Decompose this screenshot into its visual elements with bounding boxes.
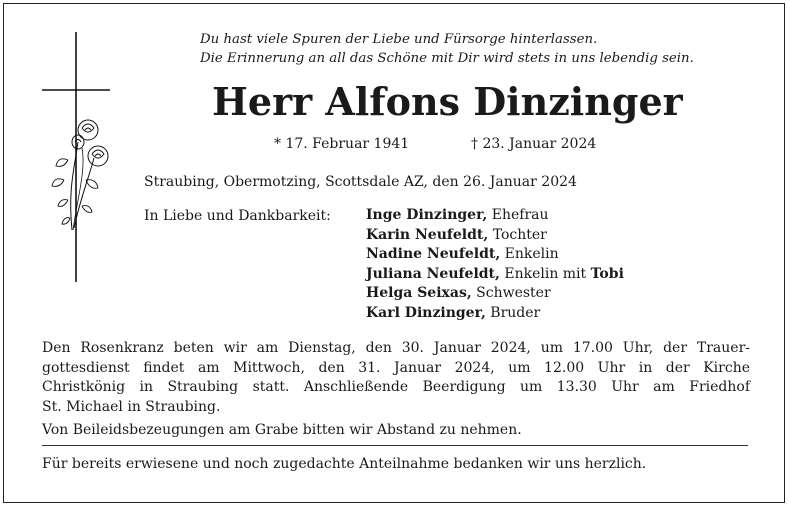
mourner-relation: Schwester [471, 285, 551, 301]
mourner-extra: Tobi [590, 265, 624, 282]
mourner-relation: Bruder [485, 304, 541, 321]
mourner-relation: Enkelin mit [499, 265, 591, 282]
mourner-relation: Enkelin [500, 246, 559, 262]
birth-date: * 17. Februar 1941 [274, 136, 410, 152]
condolence-note: Von Beileidsbezeugungen am Grabe bitten wir Abstand zu nehmen. [42, 422, 522, 438]
mourner-name: Helga Seixas, [366, 285, 472, 301]
service-announcement [42, 339, 750, 417]
mourner-name: Nadine Neufeldt, [366, 246, 501, 262]
list-item [366, 226, 624, 246]
final-thanks: Für bereits erwiesene und noch zugedachte Anteilnahme bedanken wir uns herzlich. [42, 456, 647, 472]
place-and-date: Straubing, Obermotzing, Scottsdale AZ, den 26. Januar 2024 [144, 174, 577, 190]
service-line-3: Christkönig in Straubing statt. Anschließende Beerdigung um 13.30 Uhr am Friedhof [42, 379, 750, 395]
mourner-name: Inge Dinzinger, [366, 207, 488, 223]
service-line-4: St. Michael in Straubing. [42, 398, 221, 415]
quote-line-1: Du hast viele Spuren der Liebe und Fürsorge hinterlassen. [200, 32, 598, 47]
list-item [366, 206, 624, 226]
death-date: † 23. Januar 2024 [471, 136, 597, 152]
mourner-name: Karin Neufeldt, [366, 226, 489, 243]
mourner-name: Karl Dinzinger, [366, 304, 486, 321]
list-item [366, 284, 624, 304]
quote-line-2: Die Erinnerung an all das Schöne mit Dir wird stets in uns lebendig sein. [200, 51, 694, 66]
divider [42, 445, 748, 446]
mourner-relation: Tochter [488, 226, 547, 243]
mourner-name: Juliana Neufeldt, [366, 265, 500, 282]
deceased-name: Herr Alfons Dinzinger [212, 79, 683, 124]
service-line-1: Den Rosenkranz beten wir am Dienstag, den 30. Januar 2024, um 17.00 Uhr, der Trauer- [42, 340, 750, 356]
service-line-2: gottesdienst findet am Mittwoch, den 31. Januar 2024, um 12.00 Uhr in der Kirche [42, 359, 750, 376]
list-item [366, 304, 624, 324]
thanks-label: In Liebe und Dankbarkeit: [144, 208, 331, 224]
memorial-quote [200, 30, 760, 68]
list-item [366, 265, 624, 285]
cross-with-roses-icon [38, 30, 118, 290]
list-item [366, 245, 624, 265]
mourner-relation: Ehefrau [487, 207, 549, 223]
mourners-list [366, 206, 624, 323]
